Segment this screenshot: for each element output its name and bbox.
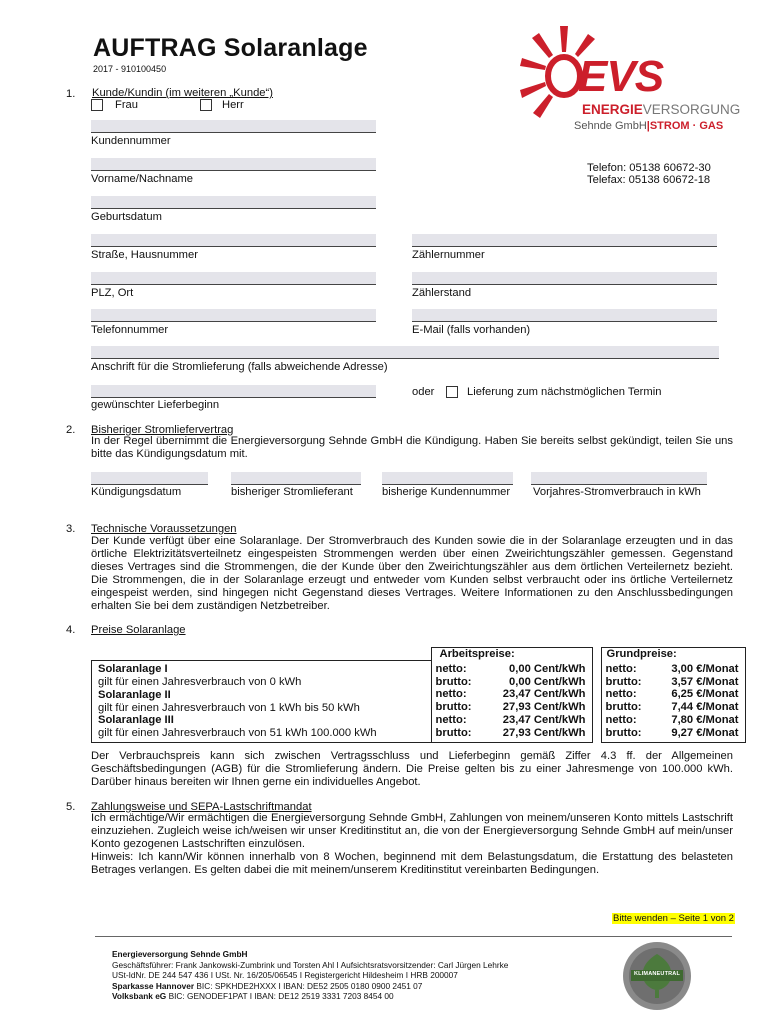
alte-kundennummer-field[interactable] [382, 472, 513, 485]
tier1-gp-netto: 3,00 €/Monat [671, 662, 739, 675]
footer-ids: USt-IdNr. DE 244 547 436 I USt. Nr. 16/205/06545 I Registergericht Hildesheim I HRB 200007 [112, 970, 458, 981]
tier1-gp-brutto-label: brutto: [605, 675, 642, 688]
section2-number: 2. [66, 424, 76, 436]
section3-text: Der Kunde verfügt über eine Solaranlage. Der Stromverbrauch des Kunden sowie die in der Solaranlage erzeugten und in das örtliche Elektrizitätsverteilnetz eingespeisten Strommengen werden über einen Zweirichtungszähler gemessen. Gegenstand dieses Vertrages sind die Strommengen, die der Kunde über den Zweirichtungszähler aus dem örtlichen Verteilernetz bezieht. Die Strommengen, die in der Solaranlage erzeugt und entweder vom Kunden selbst verbraucht oder ins örtliche Verteilernetz eingespeist werden, sind hingegen nicht Gegenstand dieses Vertrages. Weitere Informationen zu den Anschlussbedingungen erhalten Sie bei dem zuständigen Netzbetreiber. [91, 535, 733, 613]
contact-fax: Telefax: 05138 60672-18 [587, 174, 711, 186]
lieferbeginn-field[interactable] [91, 385, 376, 398]
tier3-desc: gilt für einen Jahresverbrauch von 51 kWh 100.000 kWh [98, 727, 377, 740]
contact-phone: Telefon: 05138 60672-30 [587, 162, 711, 174]
section4-number: 4. [66, 624, 76, 636]
name-field[interactable] [91, 158, 376, 171]
klimaneutral-seal [621, 940, 693, 1012]
kundennummer-field[interactable] [91, 120, 376, 133]
logo-energie: ENERGIE [582, 102, 643, 117]
anschrift-label: Anschrift für die Stromlieferung (falls abweichende Adresse) [91, 361, 388, 373]
footer-bank2-details: BIC: GENODEF1PAT I IBAN: DE12 2519 3331 7203 8454 00 [166, 991, 394, 1002]
logo-line2 [574, 120, 723, 132]
geburtsdatum-label: Geburtsdatum [91, 211, 162, 223]
tier3-gp-netto: 7,80 €/Monat [671, 713, 739, 726]
footer-management: Geschäftsführer: Frank Jankowski-Zumbrink und Torsten Ahl I Aufsichtsratsvorsitzender: Carl Jürgen Lehrke [112, 959, 509, 970]
strasse-field[interactable] [91, 234, 376, 247]
oder-label: oder [412, 386, 435, 398]
anschrift-field[interactable] [91, 346, 719, 359]
name-label: Vorname/Nachname [91, 173, 193, 185]
logo-brand: EVS [578, 52, 664, 101]
section4-heading: Preise Solaranlage [91, 624, 186, 636]
section3-number: 3. [66, 523, 76, 535]
section3-heading: Technische Voraussetzungen [91, 523, 237, 535]
section5-heading: Zahlungsweise und SEPA-Lastschriftmandat [91, 801, 312, 813]
grundpreise-header: Grundpreise: [601, 648, 745, 661]
section2-text: In der Regel übernimmt die Energieversorgung Sehnde GmbH die Kündigung. Haben Sie bereits selbst gekündigt, teilen Sie uns bitte das Kündigungsdatum mit. [91, 435, 733, 461]
footer-bank1 [112, 981, 508, 992]
herr-checkbox[interactable] [200, 99, 212, 111]
evs-logo [518, 22, 741, 142]
strasse-label: Straße, Hausnummer [91, 249, 198, 261]
lieferant-field[interactable] [231, 472, 361, 485]
naechst-checkbox[interactable] [446, 386, 458, 398]
plz-label: PLZ, Ort [91, 287, 134, 299]
arbeitspreise-cell [431, 661, 592, 743]
kuendigungsdatum-field[interactable] [91, 472, 208, 485]
arbeitspreise-header: Arbeitspreise: [431, 648, 592, 661]
tier1-ap-brutto: 0,00 Cent/kWh [509, 675, 586, 688]
logo-separator: | [646, 120, 650, 132]
verbrauch-label: Vorjahres-Stromverbrauch in kWh [533, 486, 701, 498]
tier2-ap-brutto: 27,93 Cent/kWh [502, 701, 586, 714]
naechst-label: Lieferung zum nächstmöglichen Termin [467, 386, 662, 398]
footer-text [112, 949, 508, 1002]
tier1-name: Solaranlage I [98, 663, 168, 676]
section4-note: Der Verbrauchspreis kann sich zwischen Vertragsschluss und Lieferbeginn gemäß Ziffer 4.3 ff. der Allgemeinen Geschäftsbedingungen (AGB) für die Stromlieferung ändern. Die Preise gelten bis zu einer Jahresmenge von 100.000 kWh. Darüber hinaus bereiten wir Ihnen gerne ein individuelles Angebot. [91, 750, 733, 789]
footer-divider [95, 936, 732, 937]
footer-bank1-details: BIC: SPKHDE2HXXX I IBAN: DE52 2505 0180 0900 2451 07 [194, 980, 423, 991]
zaehlerstand-label: Zählerstand [412, 287, 472, 299]
section2-heading: Bisheriger Stromliefervertrag [91, 424, 234, 436]
footer-bank2-name: Volksbank eG [112, 991, 167, 1002]
tier2-gp-brutto-label: brutto: [605, 701, 642, 714]
price-table-corner [92, 648, 432, 661]
footer-bank1-name: Sparkasse Hannover [112, 980, 195, 991]
frau-checkbox[interactable] [91, 99, 103, 111]
page-turn-note: Bitte wenden – Seite 1 von 2 [613, 913, 734, 924]
telefon-label: Telefonnummer [91, 324, 169, 336]
price-table-gap2 [592, 661, 601, 743]
tier3-gp-brutto-label: brutto: [605, 726, 642, 739]
zaehlernummer-field[interactable] [412, 234, 717, 247]
verbrauch-field[interactable] [531, 472, 707, 485]
zaehlerstand-field[interactable] [412, 272, 717, 285]
lieferant-label: bisheriger Stromlieferant [231, 486, 353, 498]
footer-bank2 [112, 991, 508, 1002]
order-reference: 2017 - 910100450 [93, 64, 167, 74]
email-label: E-Mail (falls vorhanden) [412, 324, 531, 336]
tier1-ap-brutto-label: brutto: [435, 675, 472, 688]
geburtsdatum-field[interactable] [91, 196, 376, 209]
tier1-gp-brutto: 3,57 €/Monat [671, 675, 739, 688]
section5-number: 5. [66, 801, 76, 813]
section1-number: 1. [66, 88, 76, 100]
section5-hinweis: Hinweis: Ich kann/Wir können innerhalb von 8 Wochen, beginnend mit dem Belastungsdatum, die Erstattung des belasteten Betrages verlangen. Es gelten dabei die mit meinem/unserem Kreditinstitut vereinbarten Bedingungen. [91, 851, 733, 877]
kuendigungsdatum-label: Kündigungsdatum [91, 486, 182, 498]
tier1-ap-netto-label: netto: [435, 662, 467, 675]
tier2-ap-netto: 23,47 Cent/kWh [502, 688, 586, 701]
tier3-gp-netto-label: netto: [605, 713, 637, 726]
tier1-gp-netto-label: netto: [605, 662, 637, 675]
tier1-desc: gilt für einen Jahresverbrauch von 0 kWh [98, 676, 302, 689]
logo-strom-gas: STROM · GAS [649, 120, 724, 132]
zaehlernummer-label: Zählernummer [412, 249, 485, 261]
kundennummer-label: Kundennummer [91, 135, 171, 147]
plz-field[interactable] [91, 272, 376, 285]
tier-descriptions [92, 661, 432, 743]
section5-text: Ich ermächtige/Wir ermächtigen die Energieversorgung Sehnde GmbH, Zahlungen von meinem/unseren Konto mittels Lastschrift einzuziehen. Zugleich weise ich/weisen wir unser Kreditinstitut an, die von der Energieversorgung Sehnde GmbH auf mein/unser Konto gezogenen Lastschriften einzulösen. [91, 812, 733, 851]
tier3-ap-brutto-label: brutto: [435, 726, 472, 739]
tier3-ap-netto: 23,47 Cent/kWh [502, 713, 586, 726]
tier2-ap-netto-label: netto: [435, 688, 467, 701]
seal-label: KLIMANEUTRAL [633, 971, 681, 977]
logo-sehnde: Sehnde GmbH [574, 120, 647, 132]
footer-company: Energieversorgung Sehnde GmbH [112, 949, 248, 959]
tier3-name: Solaranlage III [98, 714, 174, 727]
tier2-desc: gilt für einen Jahresverbrauch von 1 kWh bis 50 kWh [98, 701, 360, 714]
tier2-gp-brutto: 7,44 €/Monat [671, 701, 739, 714]
price-table-gap [592, 648, 601, 661]
telefon-field[interactable] [91, 309, 376, 322]
grundpreise-cell [601, 661, 745, 743]
tier2-ap-brutto-label: brutto: [435, 701, 472, 714]
tier2-gp-netto: 6,25 €/Monat [671, 688, 739, 701]
frau-label: Frau [115, 99, 139, 111]
section1-heading: Kunde/Kundin (im weiteren „Kunde“) [92, 87, 273, 99]
logo-line1 [582, 102, 740, 117]
document-title: AUFTRAG Solaranlage [93, 34, 368, 62]
tier2-name: Solaranlage II [98, 688, 171, 701]
alte-kundennummer-label: bisherige Kundennummer [382, 486, 511, 498]
lieferbeginn-label: gewünschter Lieferbeginn [91, 399, 220, 411]
tier3-ap-brutto: 27,93 Cent/kWh [502, 726, 586, 739]
price-table [91, 647, 746, 743]
email-field[interactable] [412, 309, 717, 322]
herr-label: Herr [222, 99, 244, 111]
logo-versorgung: VERSORGUNG [642, 102, 741, 117]
tier2-gp-netto-label: netto: [605, 688, 637, 701]
tier1-ap-netto: 0,00 Cent/kWh [509, 662, 586, 675]
tier3-gp-brutto: 9,27 €/Monat [671, 726, 739, 739]
tier3-ap-netto-label: netto: [435, 713, 467, 726]
